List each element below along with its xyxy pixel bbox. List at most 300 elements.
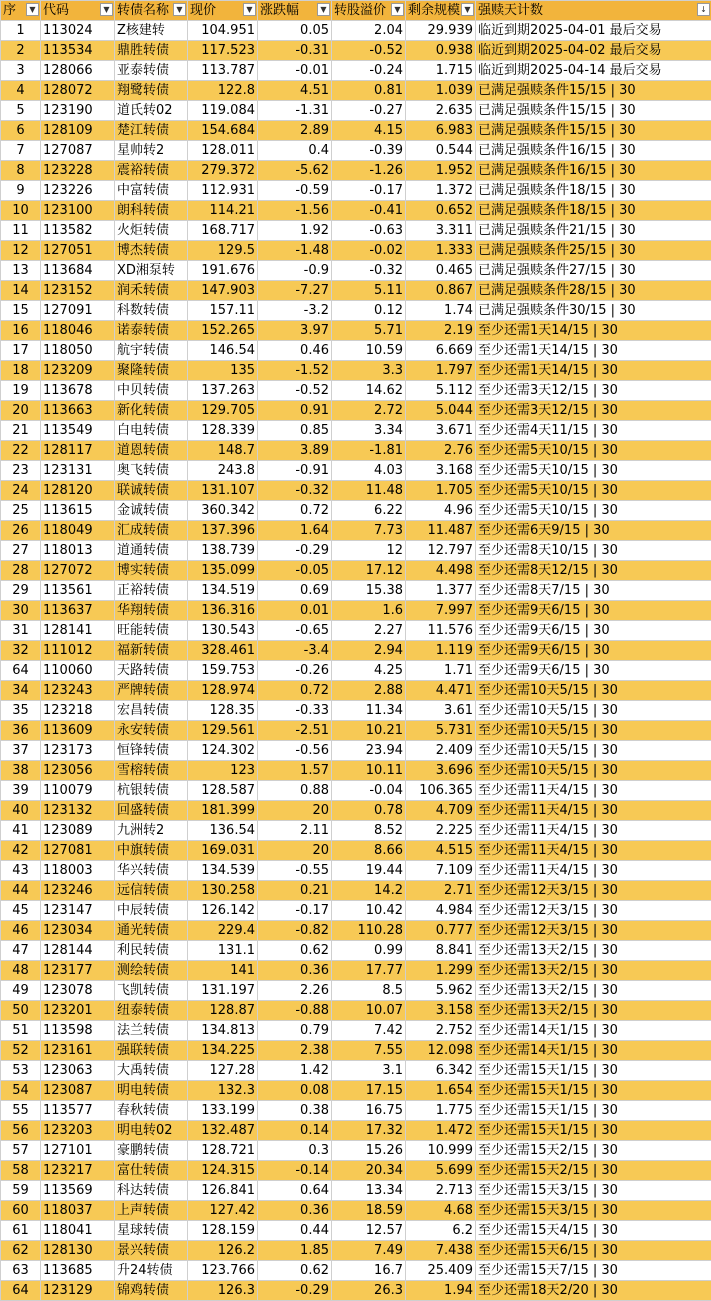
cell-name[interactable]: 豪鹏转债 xyxy=(115,1141,188,1161)
cell-name[interactable]: 火炬转债 xyxy=(115,221,188,241)
cell-scale[interactable]: 1.71 xyxy=(406,661,476,681)
filter-dropdown-icon[interactable]: ▼ xyxy=(173,3,186,16)
cell-premium[interactable]: 17.32 xyxy=(332,1121,406,1141)
cell-scale[interactable]: 2.19 xyxy=(406,321,476,341)
cell-price[interactable]: 137.396 xyxy=(188,521,258,541)
cell-seq[interactable]: 6 xyxy=(1,121,41,141)
table-row[interactable] xyxy=(1,581,711,601)
cell-seq[interactable]: 41 xyxy=(1,821,41,841)
cell-name[interactable]: 中贝转债 xyxy=(115,381,188,401)
cell-code[interactable]: 113663 xyxy=(41,401,115,421)
cell-redeem-count[interactable]: 临近到期2025-04-01 最后交易 xyxy=(476,21,711,41)
cell-code[interactable]: 110060 xyxy=(41,661,115,681)
cell-change[interactable]: 0.72 xyxy=(258,501,332,521)
table-row[interactable] xyxy=(1,541,711,561)
cell-redeem-count[interactable]: 至少还需8天12/15 | 30 xyxy=(476,561,711,581)
cell-scale[interactable]: 1.299 xyxy=(406,961,476,981)
cell-redeem-count[interactable]: 至少还需15天1/15 | 30 xyxy=(476,1061,711,1081)
cell-change[interactable]: -0.55 xyxy=(258,861,332,881)
cell-code[interactable]: 127051 xyxy=(41,241,115,261)
cell-scale[interactable]: 4.471 xyxy=(406,681,476,701)
cell-seq[interactable]: 12 xyxy=(1,241,41,261)
cell-name[interactable]: 诺泰转债 xyxy=(115,321,188,341)
cell-change[interactable]: 0.88 xyxy=(258,781,332,801)
cell-price[interactable]: 157.11 xyxy=(188,301,258,321)
cell-seq[interactable]: 9 xyxy=(1,181,41,201)
cell-name[interactable]: 上声转债 xyxy=(115,1201,188,1221)
filter-dropdown-icon[interactable]: ▼ xyxy=(243,3,256,16)
cell-change[interactable]: -0.17 xyxy=(258,901,332,921)
cell-price[interactable]: 112.931 xyxy=(188,181,258,201)
cell-redeem-count[interactable]: 已满足强赎条件25/15 | 30 xyxy=(476,241,711,261)
cell-change[interactable]: 2.26 xyxy=(258,981,332,1001)
cell-price[interactable]: 119.084 xyxy=(188,101,258,121)
cell-redeem-count[interactable]: 已满足强赎条件21/15 | 30 xyxy=(476,221,711,241)
cell-redeem-count[interactable]: 至少还需10天5/15 | 30 xyxy=(476,681,711,701)
cell-scale[interactable]: 1.039 xyxy=(406,81,476,101)
cell-seq[interactable]: 5 xyxy=(1,101,41,121)
cell-seq[interactable]: 38 xyxy=(1,761,41,781)
cell-scale[interactable]: 1.119 xyxy=(406,641,476,661)
cell-redeem-count[interactable]: 已满足强赎条件27/15 | 30 xyxy=(476,261,711,281)
cell-redeem-count[interactable]: 至少还需13天2/15 | 30 xyxy=(476,941,711,961)
cell-price[interactable]: 126.3 xyxy=(188,1281,258,1301)
cell-redeem-count[interactable]: 至少还需3天12/15 | 30 xyxy=(476,401,711,421)
cell-name[interactable]: 远信转债 xyxy=(115,881,188,901)
cell-name[interactable]: 华翔转债 xyxy=(115,601,188,621)
cell-redeem-count[interactable]: 至少还需15天1/15 | 30 xyxy=(476,1121,711,1141)
cell-price[interactable]: 128.35 xyxy=(188,701,258,721)
cell-premium[interactable]: -0.17 xyxy=(332,181,406,201)
cell-redeem-count[interactable]: 至少还需15天1/15 | 30 xyxy=(476,1101,711,1121)
table-row[interactable] xyxy=(1,861,711,881)
cell-premium[interactable]: 3.34 xyxy=(332,421,406,441)
cell-scale[interactable]: 1.654 xyxy=(406,1081,476,1101)
cell-seq[interactable]: 50 xyxy=(1,1001,41,1021)
cell-scale[interactable]: 1.94 xyxy=(406,1281,476,1301)
cell-redeem-count[interactable]: 至少还需15天2/15 | 30 xyxy=(476,1141,711,1161)
cell-change[interactable]: -0.01 xyxy=(258,61,332,81)
cell-change[interactable]: 0.72 xyxy=(258,681,332,701)
table-row[interactable] xyxy=(1,781,711,801)
cell-code[interactable]: 113598 xyxy=(41,1021,115,1041)
cell-change[interactable]: -0.26 xyxy=(258,661,332,681)
cell-premium[interactable]: 5.11 xyxy=(332,281,406,301)
cell-seq[interactable]: 22 xyxy=(1,441,41,461)
cell-redeem-count[interactable]: 至少还需5天10/15 | 30 xyxy=(476,461,711,481)
cell-code[interactable]: 113615 xyxy=(41,501,115,521)
cell-price[interactable]: 126.2 xyxy=(188,1241,258,1261)
cell-premium[interactable]: 7.73 xyxy=(332,521,406,541)
filter-dropdown-icon[interactable]: ▼ xyxy=(26,3,39,16)
cell-premium[interactable]: -0.52 xyxy=(332,41,406,61)
cell-change[interactable]: 0.21 xyxy=(258,881,332,901)
cell-seq[interactable]: 31 xyxy=(1,621,41,641)
table-row[interactable] xyxy=(1,941,711,961)
cell-change[interactable]: 0.3 xyxy=(258,1141,332,1161)
cell-name[interactable]: 聚隆转债 xyxy=(115,361,188,381)
cell-code[interactable]: 113569 xyxy=(41,1181,115,1201)
cell-premium[interactable]: 12.57 xyxy=(332,1221,406,1241)
cell-scale[interactable]: 7.438 xyxy=(406,1241,476,1261)
cell-scale[interactable]: 2.409 xyxy=(406,741,476,761)
cell-redeem-count[interactable]: 至少还需4天11/15 | 30 xyxy=(476,421,711,441)
cell-name[interactable]: 联诚转债 xyxy=(115,481,188,501)
cell-seq[interactable]: 21 xyxy=(1,421,41,441)
cell-price[interactable]: 148.7 xyxy=(188,441,258,461)
table-row[interactable] xyxy=(1,141,711,161)
cell-code[interactable]: 118037 xyxy=(41,1201,115,1221)
cell-seq[interactable]: 54 xyxy=(1,1081,41,1101)
cell-seq[interactable]: 40 xyxy=(1,801,41,821)
cell-code[interactable]: 118041 xyxy=(41,1221,115,1241)
cell-scale[interactable]: 1.797 xyxy=(406,361,476,381)
cell-change[interactable]: -1.52 xyxy=(258,361,332,381)
cell-seq[interactable]: 57 xyxy=(1,1141,41,1161)
cell-seq[interactable]: 37 xyxy=(1,741,41,761)
cell-redeem-count[interactable]: 已满足强赎条件16/15 | 30 xyxy=(476,141,711,161)
cell-code[interactable]: 123063 xyxy=(41,1061,115,1081)
cell-price[interactable]: 360.342 xyxy=(188,501,258,521)
cell-premium[interactable]: 3.1 xyxy=(332,1061,406,1081)
cell-redeem-count[interactable]: 至少还需12天3/15 | 30 xyxy=(476,921,711,941)
table-row[interactable] xyxy=(1,601,711,621)
cell-scale[interactable]: 6.669 xyxy=(406,341,476,361)
cell-seq[interactable]: 52 xyxy=(1,1041,41,1061)
cell-seq[interactable]: 58 xyxy=(1,1161,41,1181)
table-row[interactable] xyxy=(1,921,711,941)
cell-code[interactable]: 127072 xyxy=(41,561,115,581)
cell-name[interactable]: 测绘转债 xyxy=(115,961,188,981)
cell-price[interactable]: 127.42 xyxy=(188,1201,258,1221)
cell-scale[interactable]: 8.841 xyxy=(406,941,476,961)
cell-code[interactable]: 123132 xyxy=(41,801,115,821)
column-header-premium[interactable]: 转股溢价 ▼ xyxy=(332,1,406,21)
cell-price[interactable]: 243.8 xyxy=(188,461,258,481)
table-row[interactable] xyxy=(1,401,711,421)
cell-scale[interactable]: 6.983 xyxy=(406,121,476,141)
cell-seq[interactable]: 42 xyxy=(1,841,41,861)
cell-change[interactable]: -0.91 xyxy=(258,461,332,481)
cell-scale[interactable]: 7.997 xyxy=(406,601,476,621)
cell-seq[interactable]: 20 xyxy=(1,401,41,421)
cell-change[interactable]: 1.64 xyxy=(258,521,332,541)
cell-price[interactable]: 131.1 xyxy=(188,941,258,961)
cell-premium[interactable]: 8.5 xyxy=(332,981,406,1001)
cell-seq[interactable]: 13 xyxy=(1,261,41,281)
cell-name[interactable]: 汇成转债 xyxy=(115,521,188,541)
cell-price[interactable]: 131.197 xyxy=(188,981,258,1001)
cell-redeem-count[interactable]: 至少还需10天5/15 | 30 xyxy=(476,741,711,761)
cell-name[interactable]: 楚江转债 xyxy=(115,121,188,141)
cell-price[interactable]: 154.684 xyxy=(188,121,258,141)
cell-price[interactable]: 134.813 xyxy=(188,1021,258,1041)
cell-change[interactable]: -0.29 xyxy=(258,1281,332,1301)
filter-dropdown-icon[interactable]: ▼ xyxy=(461,3,474,16)
cell-name[interactable]: 正裕转债 xyxy=(115,581,188,601)
cell-name[interactable]: 朗科转债 xyxy=(115,201,188,221)
cell-scale[interactable]: 1.472 xyxy=(406,1121,476,1141)
cell-redeem-count[interactable]: 至少还需13天2/15 | 30 xyxy=(476,961,711,981)
cell-seq[interactable]: 14 xyxy=(1,281,41,301)
cell-name[interactable]: 大禹转债 xyxy=(115,1061,188,1081)
cell-code[interactable]: 128072 xyxy=(41,81,115,101)
cell-redeem-count[interactable]: 已满足强赎条件15/15 | 30 xyxy=(476,81,711,101)
cell-premium[interactable]: 0.78 xyxy=(332,801,406,821)
cell-name[interactable]: 恒锋转债 xyxy=(115,741,188,761)
cell-seq[interactable]: 48 xyxy=(1,961,41,981)
cell-premium[interactable]: 17.12 xyxy=(332,561,406,581)
cell-change[interactable]: 0.36 xyxy=(258,1201,332,1221)
table-row[interactable] xyxy=(1,441,711,461)
cell-seq[interactable]: 17 xyxy=(1,341,41,361)
cell-code[interactable]: 123087 xyxy=(41,1081,115,1101)
cell-price[interactable]: 146.54 xyxy=(188,341,258,361)
cell-scale[interactable]: 3.696 xyxy=(406,761,476,781)
cell-premium[interactable]: 0.99 xyxy=(332,941,406,961)
cell-code[interactable]: 123100 xyxy=(41,201,115,221)
cell-name[interactable]: 星球转债 xyxy=(115,1221,188,1241)
cell-scale[interactable]: 3.168 xyxy=(406,461,476,481)
table-row[interactable] xyxy=(1,181,711,201)
cell-redeem-count[interactable]: 至少还需1天14/15 | 30 xyxy=(476,361,711,381)
cell-change[interactable]: -2.51 xyxy=(258,721,332,741)
cell-name[interactable]: XD湘泵转 xyxy=(115,261,188,281)
table-row[interactable] xyxy=(1,621,711,641)
cell-name[interactable]: 法兰转债 xyxy=(115,1021,188,1041)
table-row[interactable] xyxy=(1,161,711,181)
cell-price[interactable]: 229.4 xyxy=(188,921,258,941)
cell-scale[interactable]: 2.713 xyxy=(406,1181,476,1201)
cell-redeem-count[interactable]: 至少还需9天6/15 | 30 xyxy=(476,621,711,641)
cell-premium[interactable]: 11.34 xyxy=(332,701,406,721)
cell-code[interactable]: 128130 xyxy=(41,1241,115,1261)
cell-code[interactable]: 113549 xyxy=(41,421,115,441)
cell-seq[interactable]: 11 xyxy=(1,221,41,241)
cell-scale[interactable]: 5.699 xyxy=(406,1161,476,1181)
cell-premium[interactable]: 17.77 xyxy=(332,961,406,981)
cell-premium[interactable]: 2.04 xyxy=(332,21,406,41)
cell-premium[interactable]: 2.88 xyxy=(332,681,406,701)
table-row[interactable] xyxy=(1,1001,711,1021)
cell-price[interactable]: 131.107 xyxy=(188,481,258,501)
cell-price[interactable]: 133.199 xyxy=(188,1101,258,1121)
cell-change[interactable]: -0.32 xyxy=(258,481,332,501)
cell-seq[interactable]: 32 xyxy=(1,641,41,661)
table-row[interactable] xyxy=(1,901,711,921)
cell-change[interactable]: 20 xyxy=(258,801,332,821)
column-header-change[interactable]: 涨跌幅 ▼ xyxy=(258,1,332,21)
cell-change[interactable]: 0.85 xyxy=(258,421,332,441)
cell-change[interactable]: 0.38 xyxy=(258,1101,332,1121)
cell-name[interactable]: 翔鹭转债 xyxy=(115,81,188,101)
cell-premium[interactable]: 7.55 xyxy=(332,1041,406,1061)
cell-code[interactable]: 128144 xyxy=(41,941,115,961)
cell-name[interactable]: Z核建转 xyxy=(115,21,188,41)
cell-scale[interactable]: 5.044 xyxy=(406,401,476,421)
cell-redeem-count[interactable]: 至少还需14天1/15 | 30 xyxy=(476,1021,711,1041)
cell-name[interactable]: 飞凯转债 xyxy=(115,981,188,1001)
cell-name[interactable]: 杭银转债 xyxy=(115,781,188,801)
cell-seq[interactable]: 7 xyxy=(1,141,41,161)
cell-scale[interactable]: 0.867 xyxy=(406,281,476,301)
cell-change[interactable]: 3.97 xyxy=(258,321,332,341)
cell-name[interactable]: 星帅转2 xyxy=(115,141,188,161)
cell-redeem-count[interactable]: 至少还需13天2/15 | 30 xyxy=(476,1001,711,1021)
cell-price[interactable]: 141 xyxy=(188,961,258,981)
filter-dropdown-icon[interactable]: ▼ xyxy=(391,3,404,16)
cell-price[interactable]: 117.523 xyxy=(188,41,258,61)
cell-change[interactable]: 2.11 xyxy=(258,821,332,841)
cell-name[interactable]: 中旗转债 xyxy=(115,841,188,861)
cell-seq[interactable]: 3 xyxy=(1,61,41,81)
cell-premium[interactable]: -0.02 xyxy=(332,241,406,261)
cell-code[interactable]: 123217 xyxy=(41,1161,115,1181)
cell-premium[interactable]: 6.22 xyxy=(332,501,406,521)
cell-code[interactable]: 123089 xyxy=(41,821,115,841)
table-row[interactable] xyxy=(1,221,711,241)
cell-premium[interactable]: 4.15 xyxy=(332,121,406,141)
cell-redeem-count[interactable]: 至少还需10天5/15 | 30 xyxy=(476,721,711,741)
table-row[interactable] xyxy=(1,821,711,841)
cell-scale[interactable]: 7.109 xyxy=(406,861,476,881)
cell-price[interactable]: 114.21 xyxy=(188,201,258,221)
table-row[interactable] xyxy=(1,1221,711,1241)
cell-change[interactable]: -0.05 xyxy=(258,561,332,581)
table-row[interactable] xyxy=(1,641,711,661)
cell-scale[interactable]: 25.409 xyxy=(406,1261,476,1281)
table-row[interactable] xyxy=(1,501,711,521)
cell-seq[interactable]: 2 xyxy=(1,41,41,61)
cell-price[interactable]: 279.372 xyxy=(188,161,258,181)
cell-seq[interactable]: 64 xyxy=(1,661,41,681)
cell-seq[interactable]: 8 xyxy=(1,161,41,181)
cell-code[interactable]: 123228 xyxy=(41,161,115,181)
cell-change[interactable]: 2.38 xyxy=(258,1041,332,1061)
table-row[interactable] xyxy=(1,1261,711,1281)
cell-scale[interactable]: 4.96 xyxy=(406,501,476,521)
cell-scale[interactable]: 0.777 xyxy=(406,921,476,941)
cell-code[interactable]: 113685 xyxy=(41,1261,115,1281)
cell-price[interactable]: 128.974 xyxy=(188,681,258,701)
cell-premium[interactable]: 10.42 xyxy=(332,901,406,921)
table-row[interactable] xyxy=(1,1061,711,1081)
cell-code[interactable]: 123203 xyxy=(41,1121,115,1141)
cell-premium[interactable]: 10.21 xyxy=(332,721,406,741)
cell-scale[interactable]: 2.225 xyxy=(406,821,476,841)
cell-code[interactable]: 123177 xyxy=(41,961,115,981)
column-header-price[interactable]: 现价 ▼ xyxy=(188,1,258,21)
cell-premium[interactable]: 16.7 xyxy=(332,1261,406,1281)
cell-name[interactable]: 锦鸡转债 xyxy=(115,1281,188,1301)
table-row[interactable] xyxy=(1,801,711,821)
cell-change[interactable]: -0.14 xyxy=(258,1161,332,1181)
cell-code[interactable]: 113561 xyxy=(41,581,115,601)
cell-code[interactable]: 113577 xyxy=(41,1101,115,1121)
cell-change[interactable]: 0.14 xyxy=(258,1121,332,1141)
cell-code[interactable]: 127087 xyxy=(41,141,115,161)
cell-price[interactable]: 181.399 xyxy=(188,801,258,821)
cell-seq[interactable]: 44 xyxy=(1,881,41,901)
table-row[interactable] xyxy=(1,421,711,441)
cell-redeem-count[interactable]: 临近到期2025-04-14 最后交易 xyxy=(476,61,711,81)
cell-redeem-count[interactable]: 至少还需1天14/15 | 30 xyxy=(476,321,711,341)
cell-name[interactable]: 奥飞转债 xyxy=(115,461,188,481)
cell-premium[interactable]: 10.07 xyxy=(332,1001,406,1021)
cell-premium[interactable]: -1.26 xyxy=(332,161,406,181)
cell-scale[interactable]: 1.333 xyxy=(406,241,476,261)
cell-change[interactable]: 0.62 xyxy=(258,941,332,961)
cell-price[interactable]: 130.543 xyxy=(188,621,258,641)
cell-price[interactable]: 328.461 xyxy=(188,641,258,661)
cell-name[interactable]: 天路转债 xyxy=(115,661,188,681)
cell-scale[interactable]: 2.71 xyxy=(406,881,476,901)
cell-premium[interactable]: -0.63 xyxy=(332,221,406,241)
cell-premium[interactable]: 19.44 xyxy=(332,861,406,881)
cell-price[interactable]: 134.539 xyxy=(188,861,258,881)
cell-change[interactable]: -0.31 xyxy=(258,41,332,61)
cell-redeem-count[interactable]: 至少还需15天7/15 | 30 xyxy=(476,1261,711,1281)
cell-premium[interactable]: -1.81 xyxy=(332,441,406,461)
filter-dropdown-icon[interactable]: ▼ xyxy=(100,3,113,16)
cell-name[interactable]: 景兴转债 xyxy=(115,1241,188,1261)
table-row[interactable] xyxy=(1,281,711,301)
cell-code[interactable]: 127081 xyxy=(41,841,115,861)
cell-change[interactable]: 1.85 xyxy=(258,1241,332,1261)
cell-scale[interactable]: 11.576 xyxy=(406,621,476,641)
cell-premium[interactable]: -0.24 xyxy=(332,61,406,81)
cell-code[interactable]: 113609 xyxy=(41,721,115,741)
cell-redeem-count[interactable]: 至少还需11天4/15 | 30 xyxy=(476,861,711,881)
cell-price[interactable]: 124.315 xyxy=(188,1161,258,1181)
cell-scale[interactable]: 1.372 xyxy=(406,181,476,201)
cell-premium[interactable]: 4.25 xyxy=(332,661,406,681)
cell-name[interactable]: 博实转债 xyxy=(115,561,188,581)
cell-premium[interactable]: 15.38 xyxy=(332,581,406,601)
cell-premium[interactable]: 8.66 xyxy=(332,841,406,861)
cell-premium[interactable]: 23.94 xyxy=(332,741,406,761)
table-row[interactable] xyxy=(1,721,711,741)
cell-premium[interactable]: -0.41 xyxy=(332,201,406,221)
cell-redeem-count[interactable]: 已满足强赎条件16/15 | 30 xyxy=(476,161,711,181)
cell-change[interactable]: -3.4 xyxy=(258,641,332,661)
table-row[interactable] xyxy=(1,661,711,681)
cell-code[interactable]: 127101 xyxy=(41,1141,115,1161)
cell-scale[interactable]: 1.377 xyxy=(406,581,476,601)
cell-redeem-count[interactable]: 至少还需6天9/15 | 30 xyxy=(476,521,711,541)
cell-seq[interactable]: 34 xyxy=(1,681,41,701)
cell-change[interactable]: -0.56 xyxy=(258,741,332,761)
cell-redeem-count[interactable]: 至少还需10天5/15 | 30 xyxy=(476,701,711,721)
cell-redeem-count[interactable]: 至少还需11天4/15 | 30 xyxy=(476,841,711,861)
cell-name[interactable]: 宏昌转债 xyxy=(115,701,188,721)
cell-change[interactable]: -1.48 xyxy=(258,241,332,261)
cell-name[interactable]: 雪榕转债 xyxy=(115,761,188,781)
cell-premium[interactable]: 2.94 xyxy=(332,641,406,661)
cell-price[interactable]: 134.225 xyxy=(188,1041,258,1061)
cell-code[interactable]: 128120 xyxy=(41,481,115,501)
cell-code[interactable]: 123209 xyxy=(41,361,115,381)
cell-premium[interactable]: 0.81 xyxy=(332,81,406,101)
cell-redeem-count[interactable]: 至少还需3天12/15 | 30 xyxy=(476,381,711,401)
cell-scale[interactable]: 1.952 xyxy=(406,161,476,181)
cell-change[interactable]: 0.36 xyxy=(258,961,332,981)
cell-price[interactable]: 128.721 xyxy=(188,1141,258,1161)
cell-name[interactable]: 强联转债 xyxy=(115,1041,188,1061)
table-row[interactable] xyxy=(1,81,711,101)
table-row[interactable] xyxy=(1,521,711,541)
cell-price[interactable]: 124.302 xyxy=(188,741,258,761)
